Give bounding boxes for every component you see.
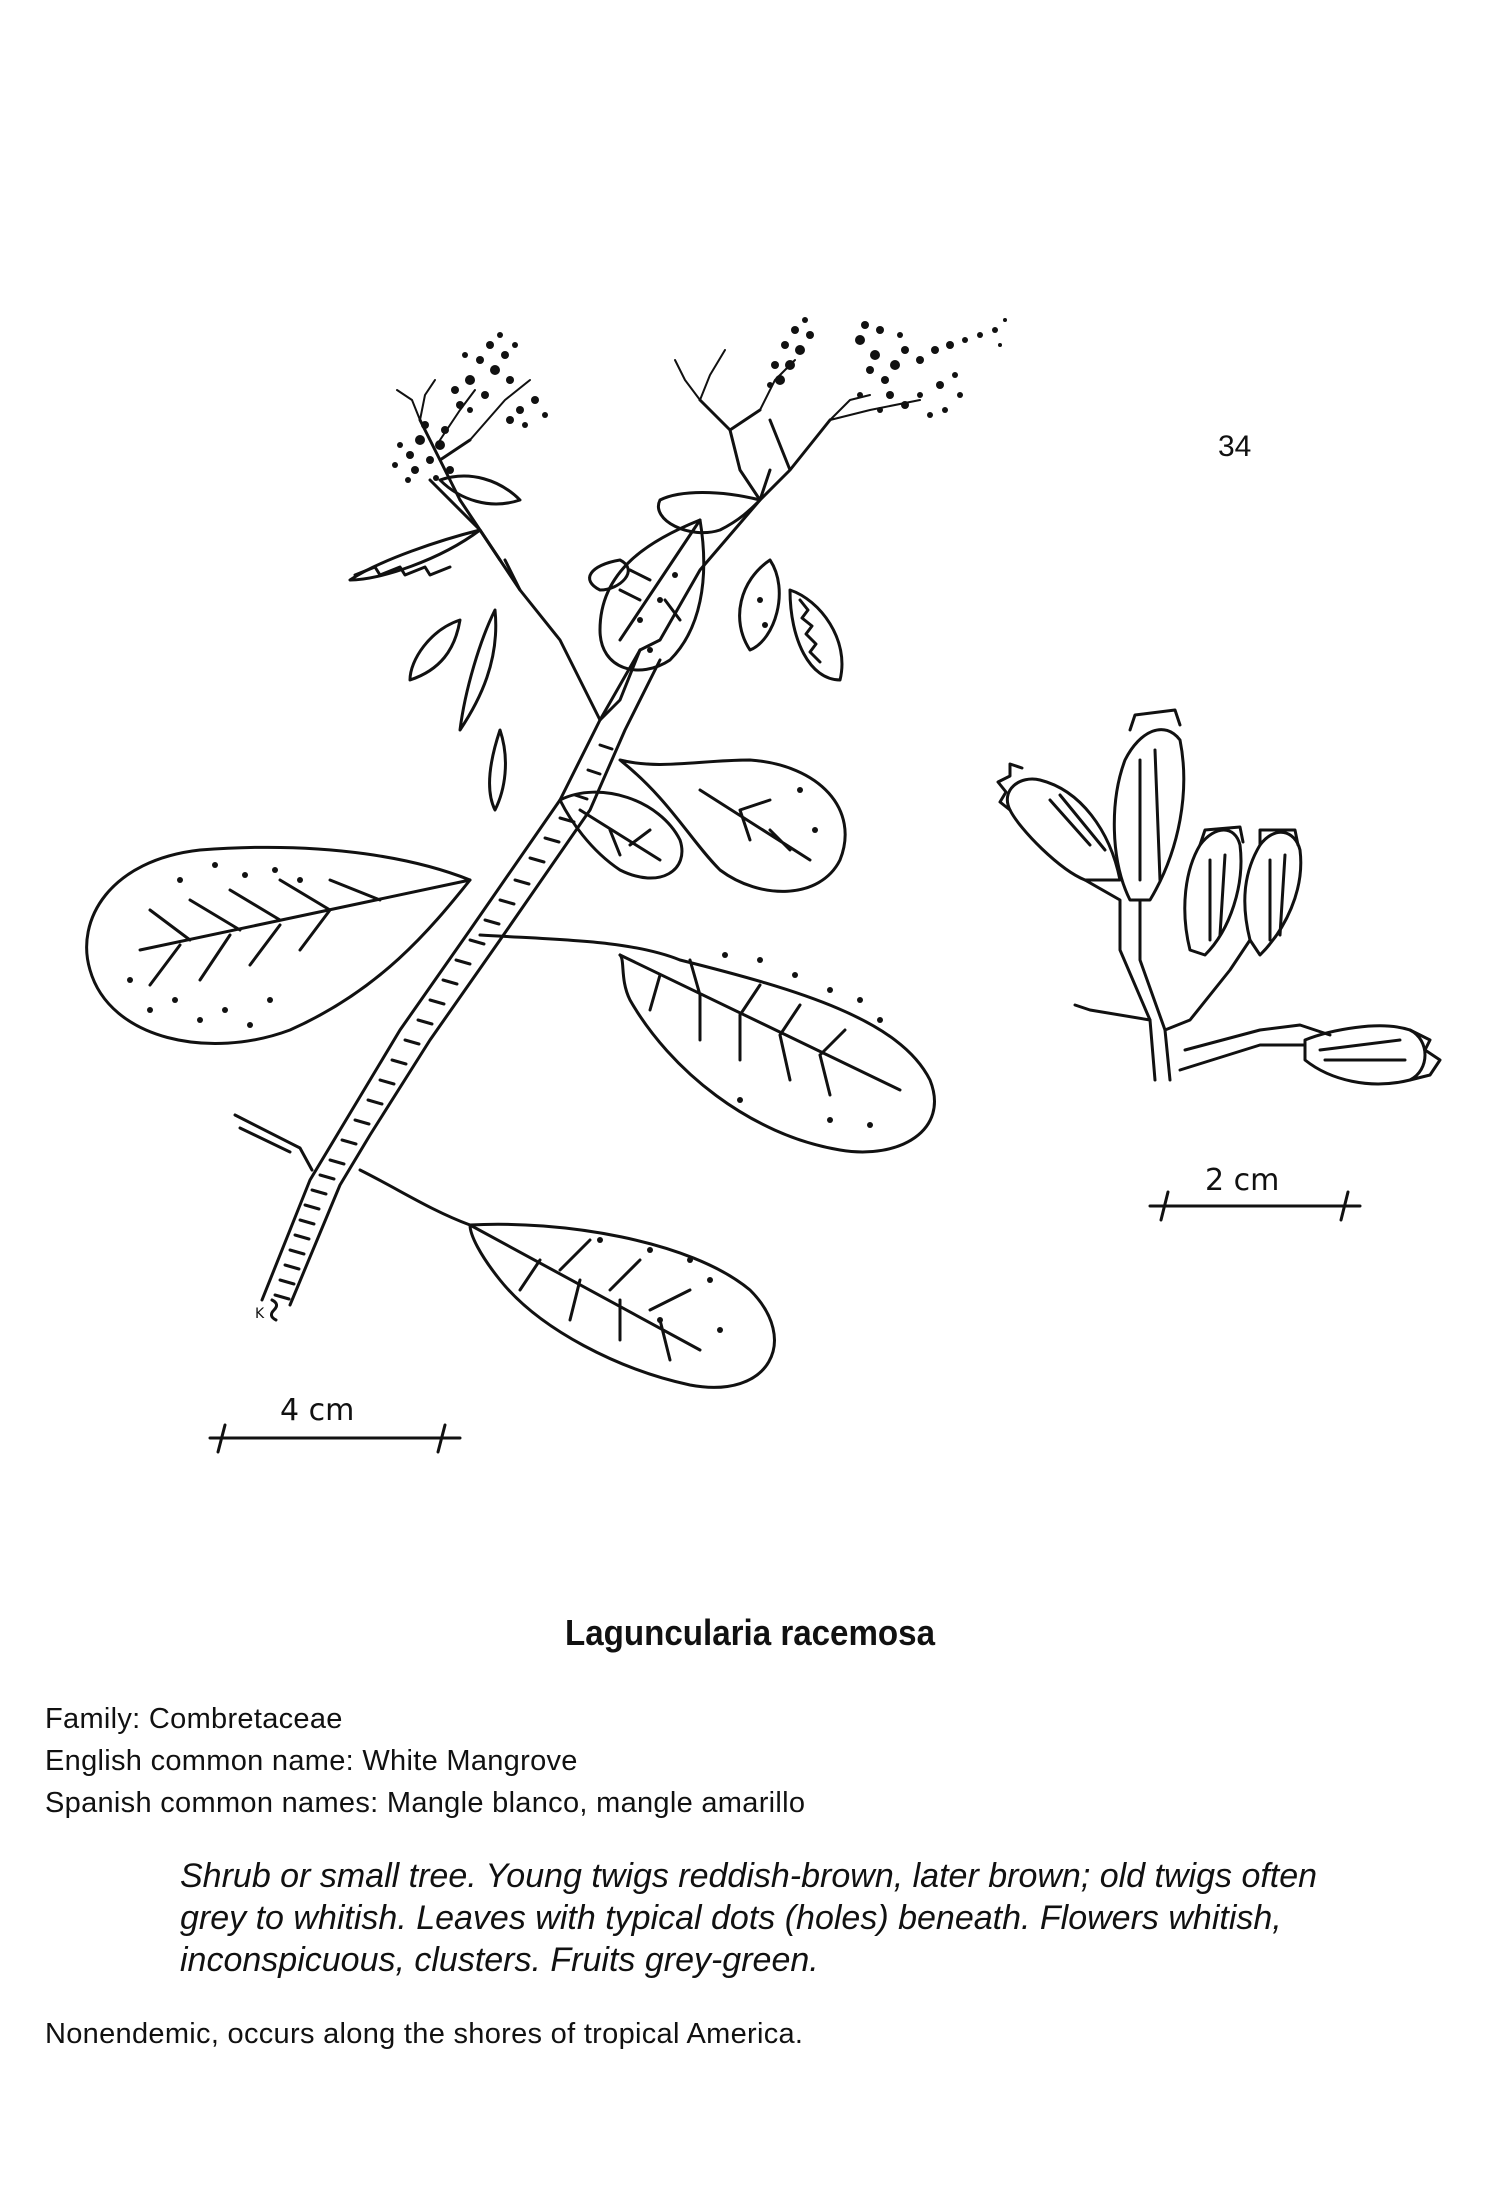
description-line: Shrub or small tree. Young twigs reddish-brown, later brown; old twigs often <box>180 1857 1318 1895</box>
leaves <box>87 476 935 1387</box>
scale-bar-main <box>210 1393 460 1452</box>
page-number: 34 <box>1218 430 1252 463</box>
description-line: inconspicuous, clusters. Fruits grey-green. <box>180 1941 819 1979</box>
leaf-dots <box>127 572 883 1333</box>
main-branch <box>235 400 830 1322</box>
distribution-note: Nonendemic, occurs along the shores of tropical America. <box>45 2018 804 2050</box>
english-common-name-line: English common name: White Mangrove <box>45 1745 578 1777</box>
scale-label-main: 4 cm <box>280 1393 355 1428</box>
species-title: Laguncularia racemosa <box>564 1612 935 1653</box>
family-line: Family: Combretaceae <box>45 1703 343 1735</box>
flower-clusters <box>392 317 1007 483</box>
scale-bar-fruit <box>1150 1163 1360 1220</box>
scale-label-fruit: 2 cm <box>1205 1163 1280 1198</box>
svg-text:K: K <box>255 1306 265 1322</box>
species-description <box>180 1855 1480 1981</box>
spanish-common-names-line: Spanish common names: Mangle blanco, mangle amarillo <box>45 1787 806 1819</box>
description-line: grey to whitish. Leaves with typical dots (holes) beneath. Flowers whitish, <box>180 1899 1282 1937</box>
fruit-detail <box>998 710 1440 1084</box>
